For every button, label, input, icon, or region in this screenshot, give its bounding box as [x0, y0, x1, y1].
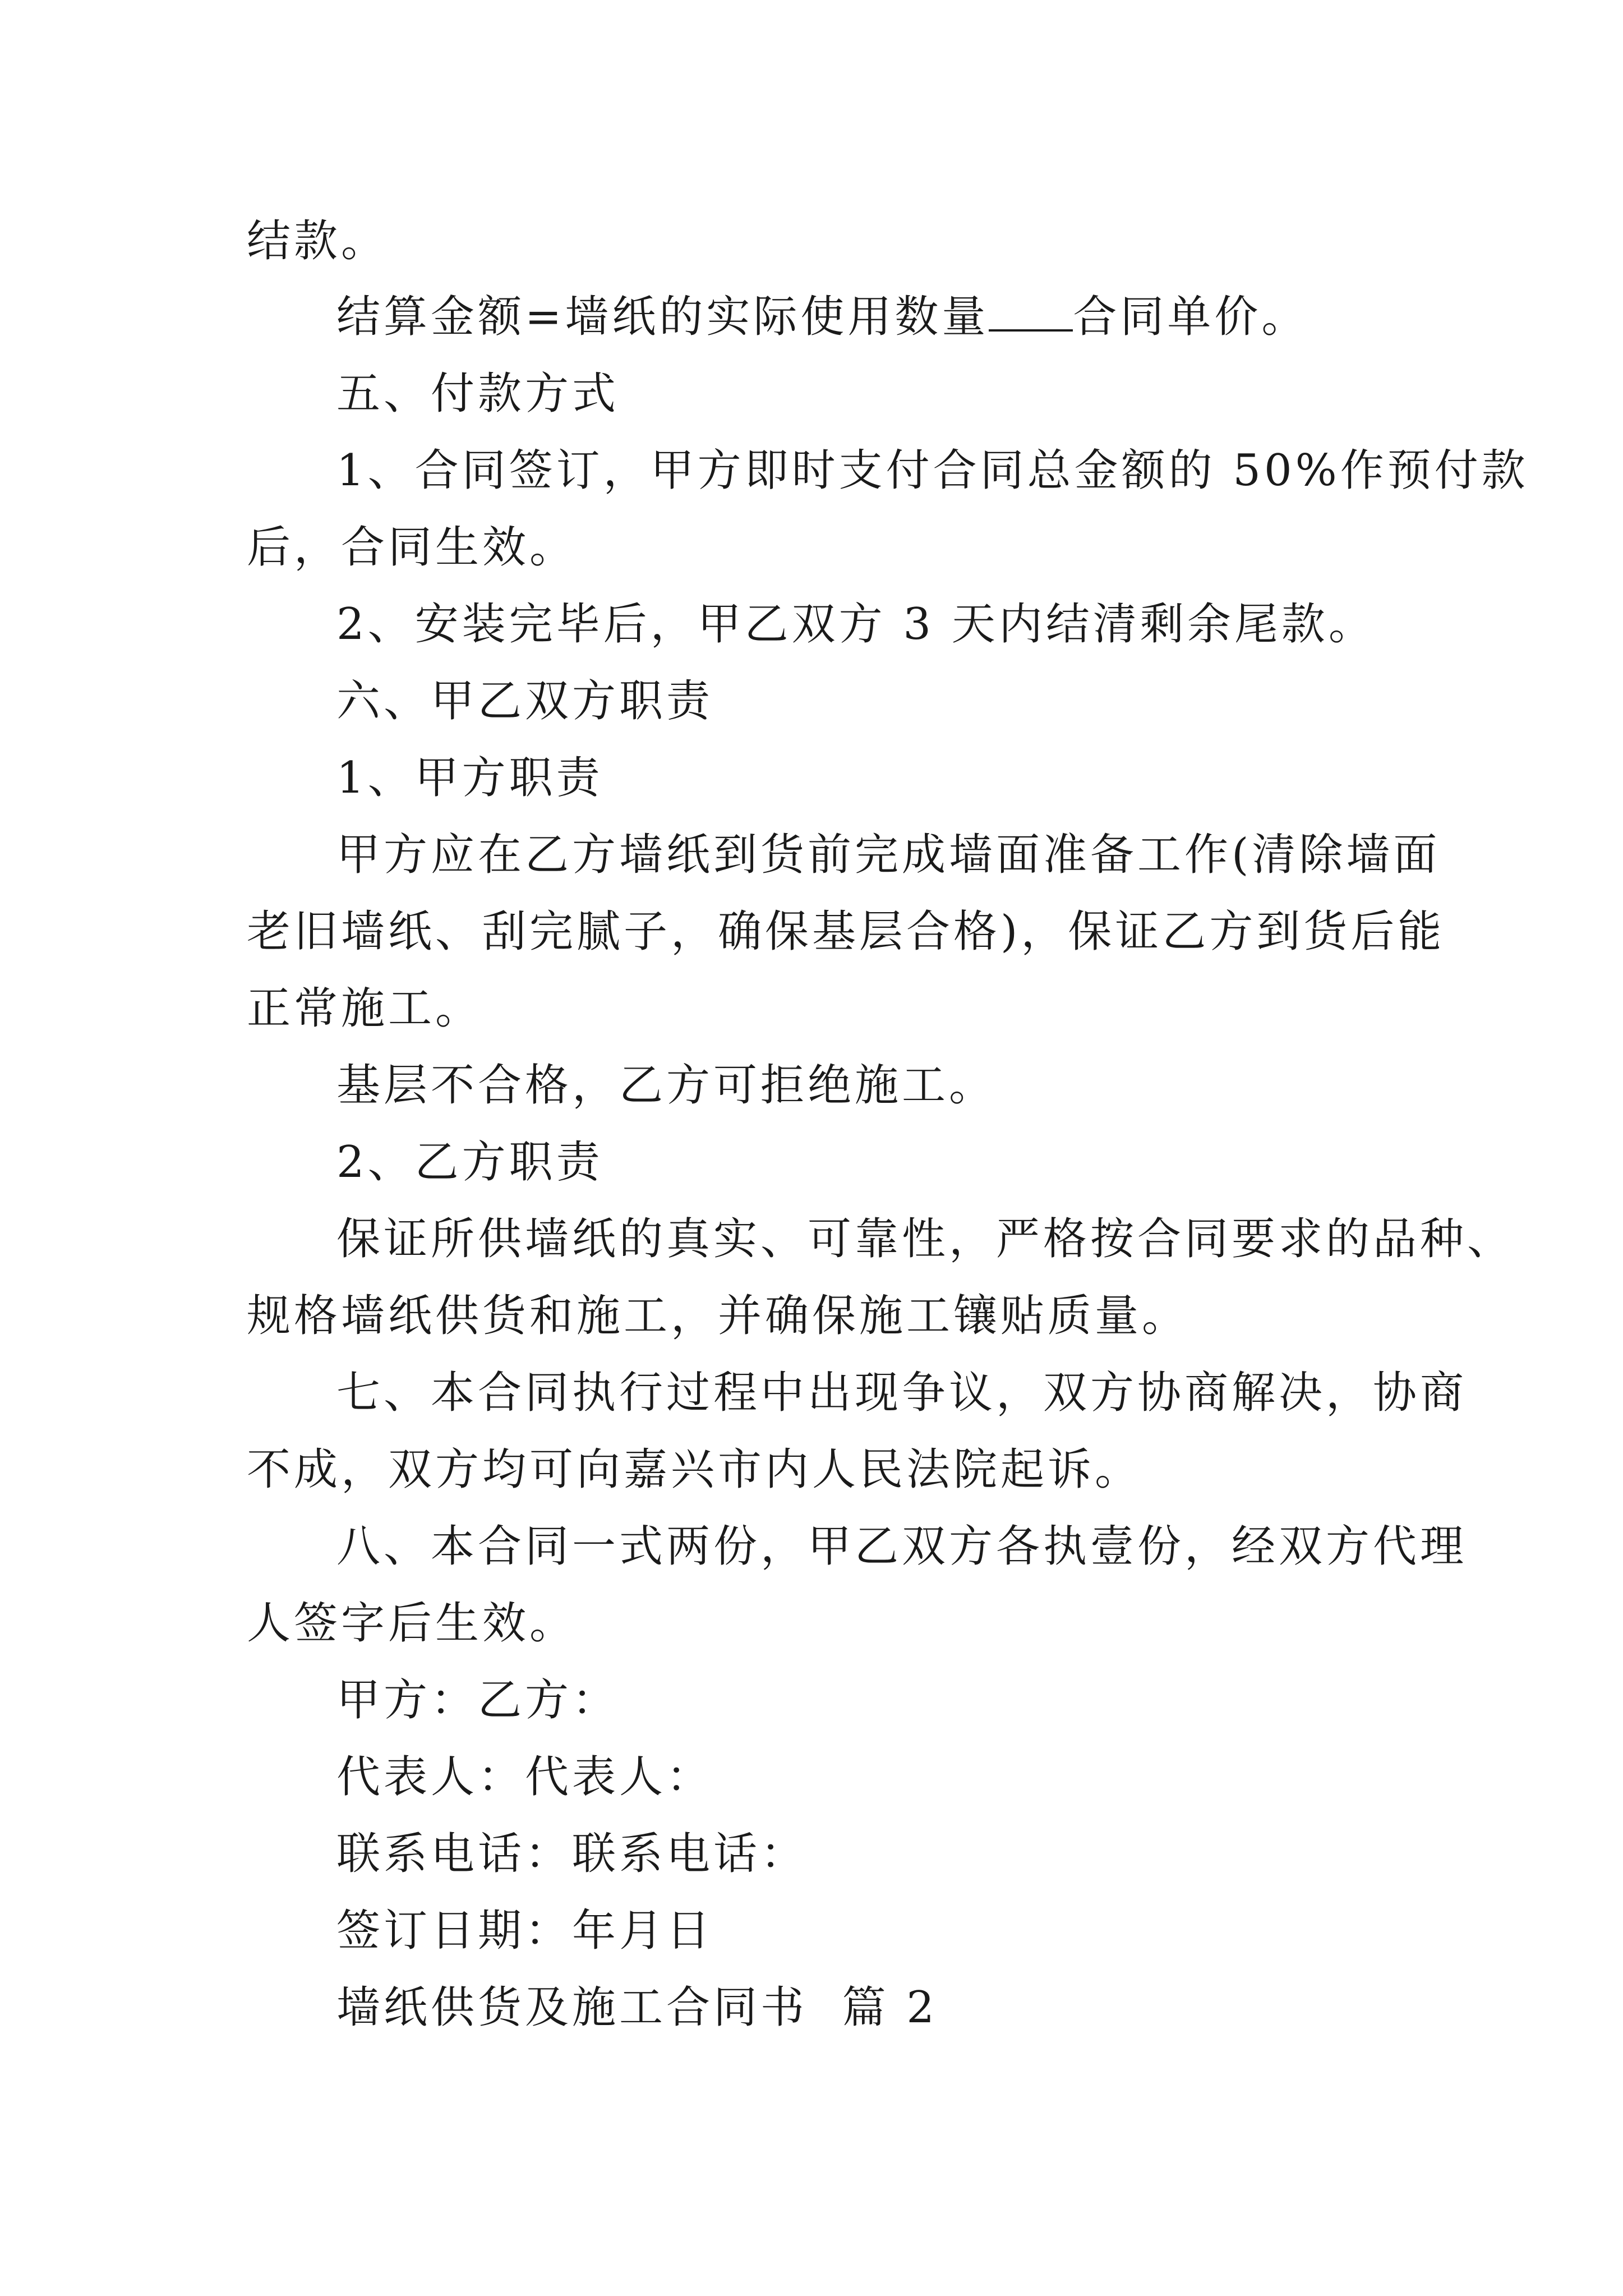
text-line: 正常施工。: [247, 983, 483, 1034]
text-line: 结款。: [247, 216, 389, 266]
text-line: 人签字后生效。: [247, 1598, 577, 1649]
section-heading: 六、甲乙双方职责: [336, 676, 714, 726]
subsection-heading: 1、甲方职责: [336, 753, 603, 803]
subsection-heading: 2、乙方职责: [336, 1137, 603, 1188]
settlement-formula-line: [336, 289, 1308, 345]
formula-right-text: 合同单价。: [1073, 292, 1309, 342]
text-line: 后，合同生效。: [247, 522, 577, 573]
text-line: 保证所供墙纸的真实、可靠性，严格按合同要求的品种、: [336, 1214, 1515, 1264]
signature-phone-line: 联系电话：联系电话：: [336, 1829, 808, 1879]
next-section-title: 墙纸供货及施工合同书 篇 2: [336, 1982, 938, 2033]
signature-date-line: 签订日期：年月日: [336, 1906, 714, 1956]
signature-party-line: 甲方：乙方：: [336, 1675, 620, 1726]
text-line: 规格墙纸供货和施工，并确保施工镶贴质量。: [247, 1291, 1189, 1341]
text-line: 2、安装完毕后，甲乙双方 3 天内结清剩余尾款。: [336, 599, 1376, 650]
signature-representative-line: 代表人：代表人：: [336, 1752, 714, 1802]
text-line: 七、本合同执行过程中出现争议，双方协商解决，协商: [336, 1368, 1468, 1418]
text-line: 八、本合同一式两份，甲乙双方各执壹份，经双方代理: [336, 1521, 1468, 1572]
section-heading: 五、付款方式: [336, 369, 620, 419]
text-line: 老旧墙纸、刮完腻子，确保基层合格)，保证乙方到货后能: [247, 907, 1445, 957]
text-line: 甲方应在乙方墙纸到货前完成墙面准备工作(清除墙面: [336, 830, 1441, 880]
formula-left-text: 结算金额=墙纸的实际使用数量: [336, 292, 989, 342]
blank-underline: [989, 290, 1073, 332]
text-line: 基层不合格，乙方可拒绝施工。: [336, 1060, 997, 1111]
text-line: 不成，双方均可向嘉兴市内人民法院起诉。: [247, 1444, 1142, 1495]
text-line: 1、合同签订，甲方即时支付合同总金额的 50%作预付款: [336, 445, 1529, 496]
